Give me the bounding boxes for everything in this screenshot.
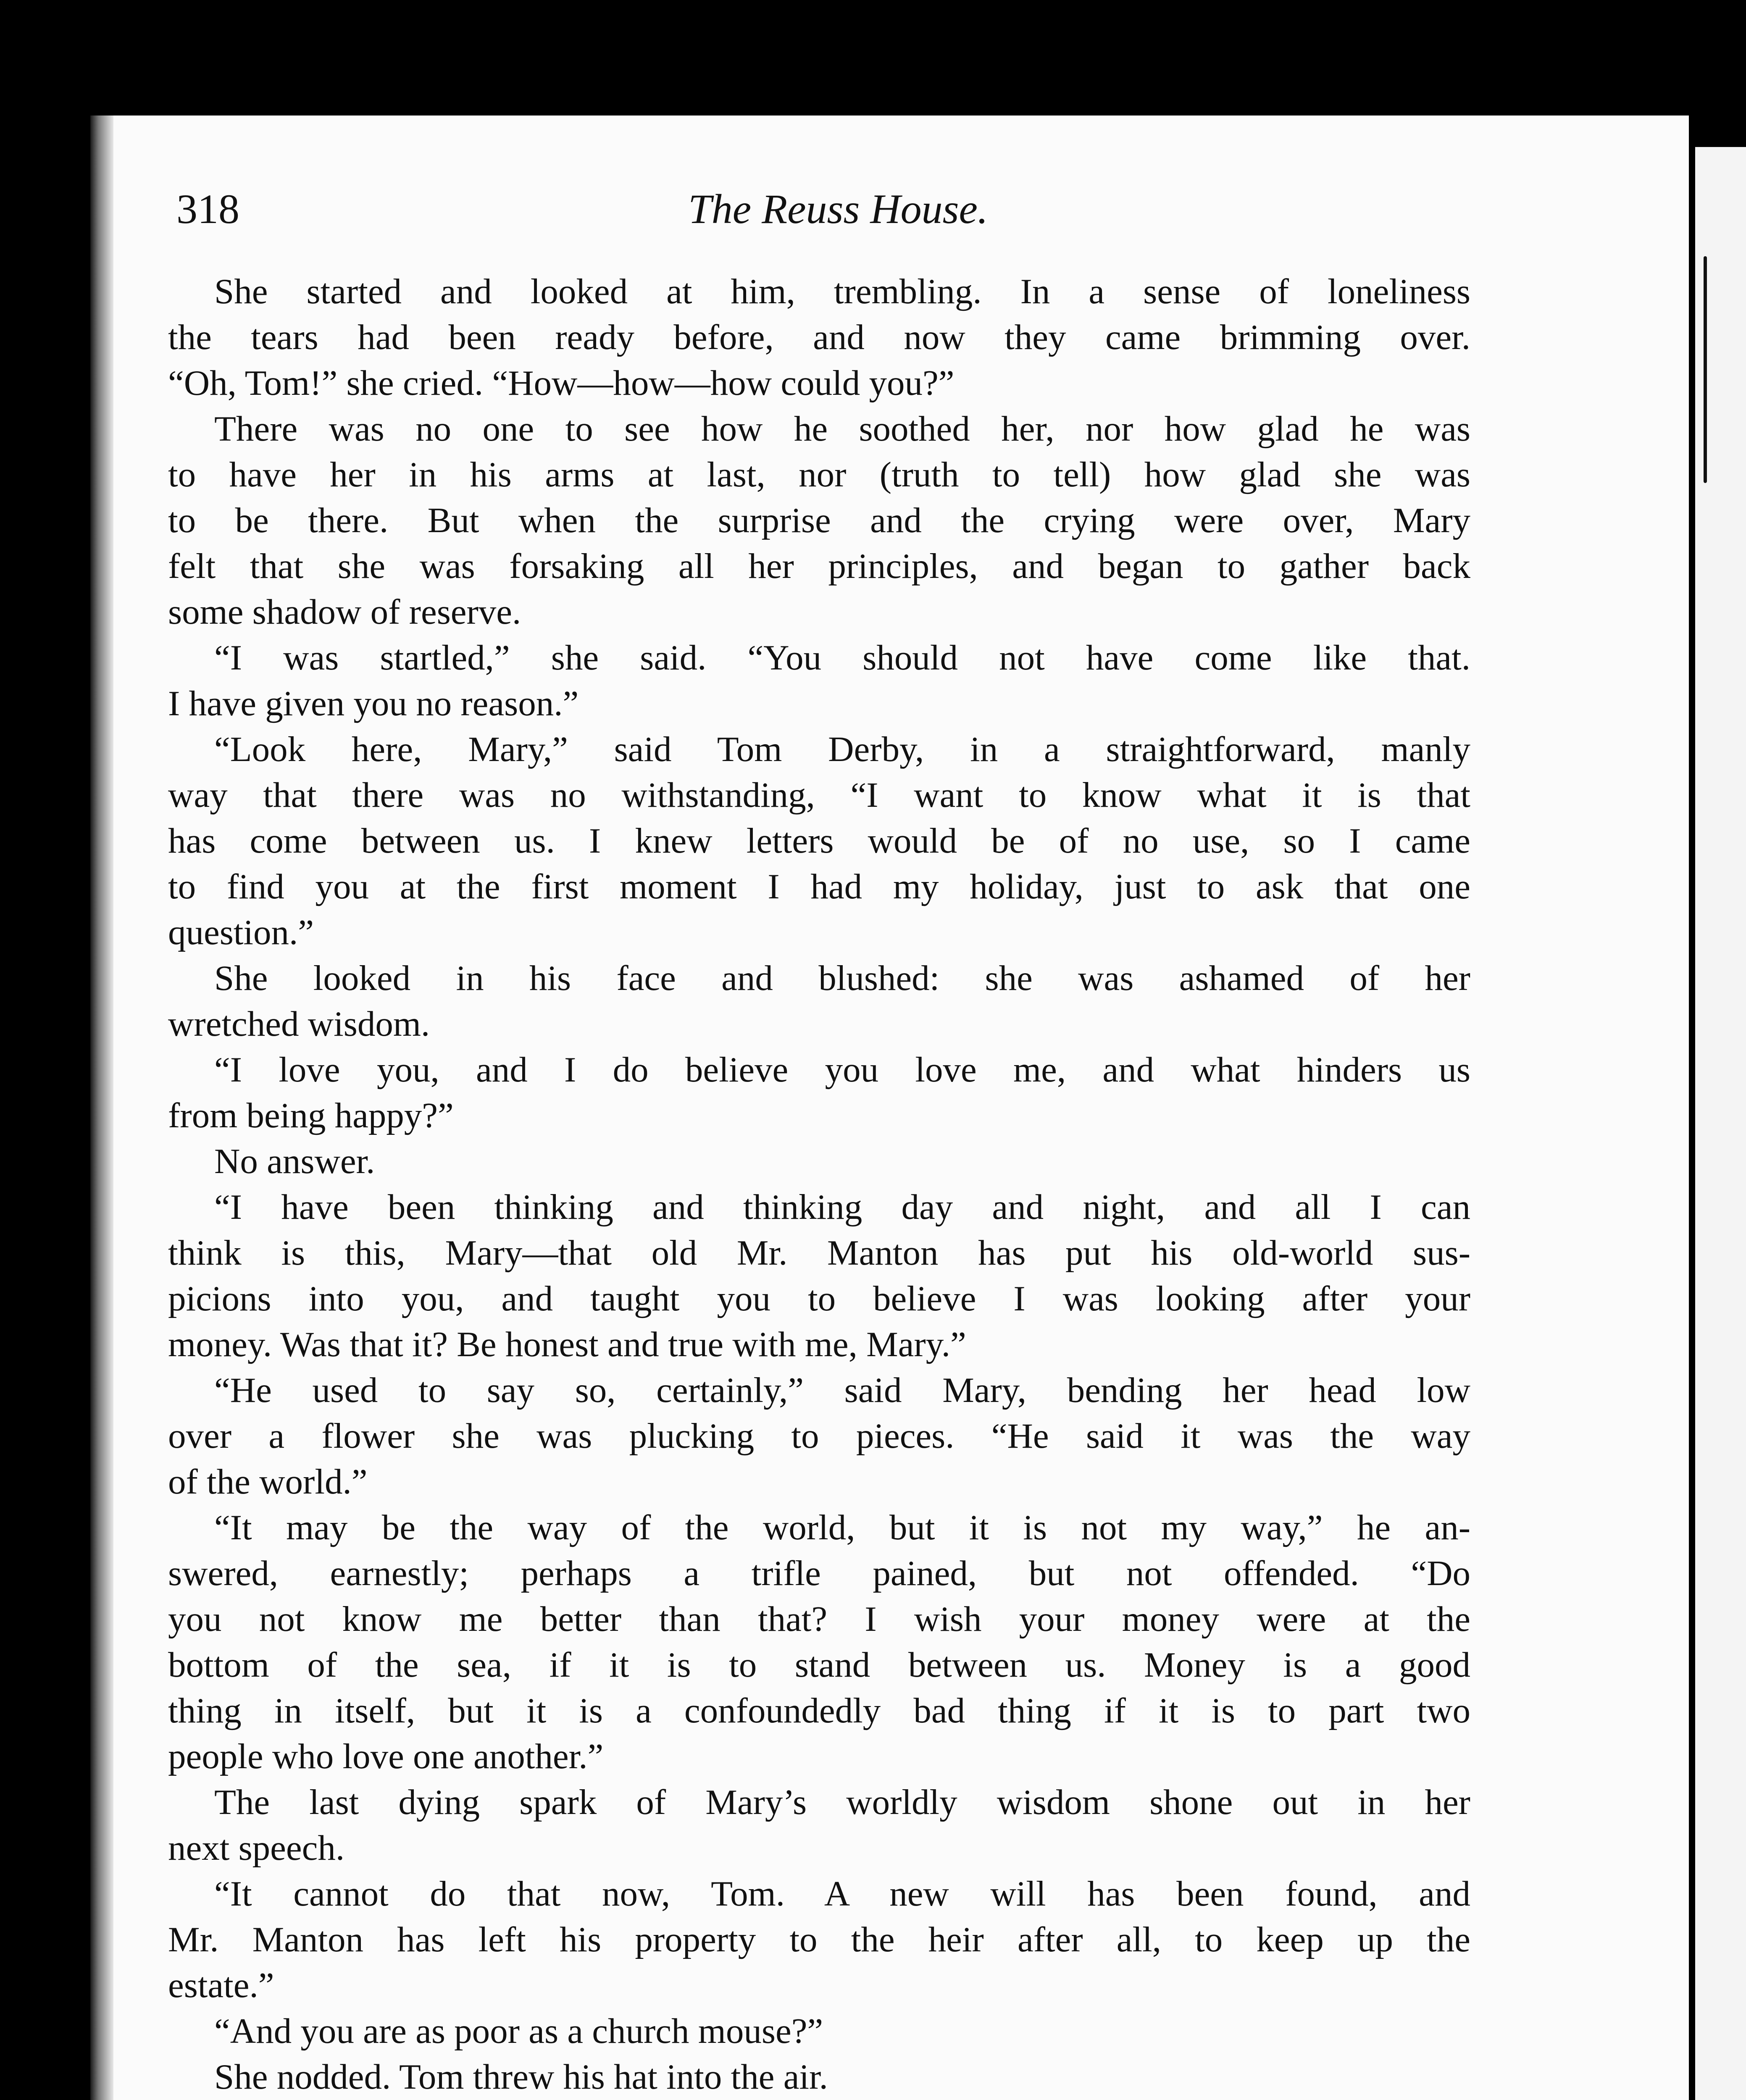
page-header (176, 185, 1500, 244)
text-line: swered, earnestly; perhaps a trifle pained, but not offended. “Do (168, 1554, 1470, 1593)
page-curl-mark (1704, 256, 1707, 483)
text-line: to find you at the first moment I had my holiday, just to ask that one (168, 867, 1470, 906)
text-line: the tears had been ready before, and now they came brimming over. (168, 318, 1470, 357)
text-line: bottom of the sea, if it is to stand between us. Money is a good (168, 1645, 1470, 1685)
facing-page-edge (1695, 147, 1746, 2100)
text-line: to have her in his arms at last, nor (truth to tell) how glad she was (168, 455, 1470, 494)
text-line: of the world.” (168, 1462, 368, 1502)
text-line: “He used to say so, certainly,” said Mary, bending her head low (214, 1370, 1470, 1410)
text-line: I have given you no reason.” (168, 684, 579, 723)
text-line: think is this, Mary—that old Mr. Manton has put his old-world sus- (168, 1233, 1470, 1273)
text-line: There was no one to see how he soothed her, nor how glad he was (214, 409, 1470, 449)
text-line: “Oh, Tom!” she cried. “How—how—how could you?” (168, 363, 955, 403)
page-number: 318 (176, 186, 239, 232)
text-line: money. Was that it? Be honest and true with me, Mary.” (168, 1325, 966, 1364)
running-title: The Reuss House. (688, 186, 988, 232)
text-line: No answer. (214, 1142, 375, 1181)
text-line: “Look here, Mary,” said Tom Derby, in a straightforward, manly (214, 730, 1470, 769)
text-line: question.” (168, 913, 314, 952)
text-line: picions into you, and taught you to believe I was looking after your (168, 1279, 1470, 1318)
text-line: estate.” (168, 1966, 274, 2005)
text-line: wretched wisdom. (168, 1004, 430, 1044)
text-line: Mr. Manton has left his property to the heir after all, to keep up the (168, 1920, 1470, 1959)
text-line: “I have been thinking and thinking day and night, and all I can (214, 1187, 1470, 1227)
text-line: She started and looked at him, trembling. In a sense of loneliness (214, 272, 1470, 311)
text-line: from being happy?” (168, 1096, 454, 1135)
text-line: next speech. (168, 1828, 345, 1868)
body-text (168, 269, 1470, 2100)
text-line: She looked in his face and blushed: she was ashamed of her (214, 958, 1470, 998)
text-line: “And you are as poor as a church mouse?” (214, 2011, 823, 2051)
text-line: “It cannot do that now, Tom. A new will has been found, and (214, 1874, 1470, 1914)
text-line: “I was startled,” she said. “You should not have come like that. (214, 638, 1470, 677)
text-line: people who love one another.” (168, 1737, 604, 1776)
text-line: to be there. But when the surprise and the crying were over, Mary (168, 501, 1470, 540)
text-line: you not know me better than that? I wish your money were at the (168, 1599, 1470, 1639)
text-line: felt that she was forsaking all her principles, and began to gather back (168, 546, 1470, 586)
text-line: “I love you, and I do believe you love me, and what hinders us (214, 1050, 1470, 1089)
text-line: She nodded. Tom threw his hat into the air. (214, 2057, 828, 2097)
text-line: over a flower she was plucking to pieces. “He said it was the way (168, 1416, 1470, 1456)
text-line: “It may be the way of the world, but it is not my way,” he an- (214, 1508, 1470, 1547)
text-line: way that there was no withstanding, “I want to know what it is that (168, 775, 1470, 815)
text-line: The last dying spark of Mary’s worldly wisdom shone out in her (214, 1782, 1470, 1822)
page-gutter-shadow (90, 116, 113, 2100)
text-line: some shadow of reserve. (168, 592, 521, 632)
text-line: thing in itself, but it is a confoundedly bad thing if it is to part two (168, 1691, 1470, 1730)
text-line: has come between us. I knew letters would be of no use, so I came (168, 821, 1470, 861)
